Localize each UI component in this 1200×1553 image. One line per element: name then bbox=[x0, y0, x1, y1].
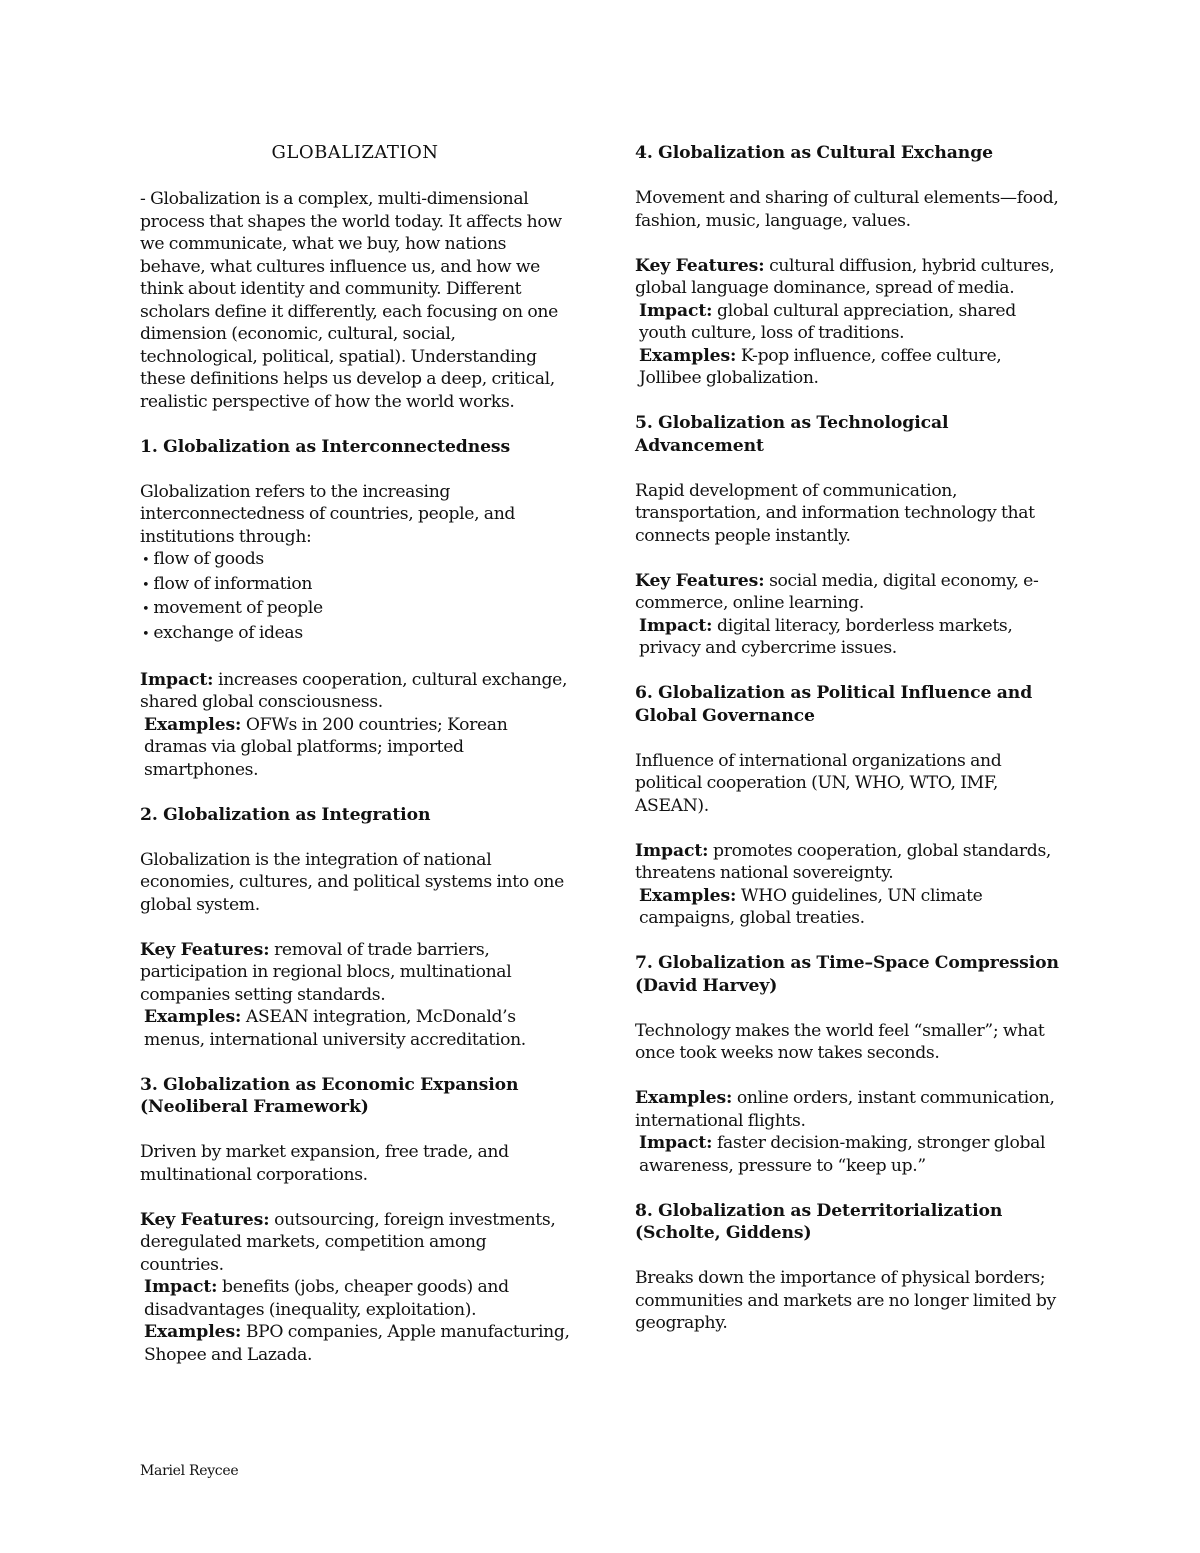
impact-label: Impact: bbox=[635, 840, 709, 861]
features-text: removal of trade barriers, participation in regional blocs, multinational companies setting standards. bbox=[140, 939, 512, 1005]
right-column bbox=[635, 140, 1065, 1335]
section-2-examples bbox=[140, 1006, 570, 1051]
impact-label: Impact: bbox=[639, 300, 713, 321]
impact-label: Impact: bbox=[639, 615, 713, 636]
examples-label: Examples: bbox=[144, 1322, 242, 1342]
section-6-examples bbox=[635, 885, 1065, 930]
section-5-heading: 5. Globalization as Technological Advancement bbox=[635, 413, 949, 456]
examples-text: K-pop influence, coffee culture, Jollibee globalization. bbox=[639, 345, 1002, 388]
section-5-impact bbox=[635, 615, 1065, 660]
document-title: GLOBALIZATION bbox=[271, 142, 439, 163]
section-5-body: Rapid development of communication, transportation, and information technology that connects people instantly. bbox=[635, 480, 1035, 546]
bullet-item: • exchange of ideas bbox=[140, 622, 570, 647]
features-text: cultural diffusion, hybrid cultures, global language dominance, spread of media. bbox=[635, 255, 1055, 298]
examples-label: Examples: bbox=[144, 714, 242, 735]
features-label: Key Features: bbox=[140, 1209, 270, 1230]
impact-label: Impact: bbox=[639, 1133, 713, 1153]
section-4-impact bbox=[635, 300, 1065, 345]
section-3-examples bbox=[140, 1321, 570, 1366]
section-1-impact bbox=[140, 669, 570, 714]
features-text: social media, digital economy, e-commerce, online learning. bbox=[635, 570, 1039, 613]
examples-label: Examples: bbox=[639, 345, 737, 366]
section-3-impact bbox=[140, 1276, 570, 1321]
impact-text: global cultural appreciation, shared youth culture, loss of traditions. bbox=[639, 300, 1016, 343]
features-label: Key Features: bbox=[140, 939, 270, 960]
features-text: outsourcing, foreign investments, deregulated markets, competition among countries. bbox=[140, 1209, 556, 1275]
section-2-body: Globalization is the integration of national economies, cultures, and political systems into one global system. bbox=[140, 849, 564, 915]
footer-author: Mariel Reycee bbox=[140, 1463, 239, 1479]
examples-text: BPO companies, Apple manufacturing, Shopee and Lazada. bbox=[144, 1322, 570, 1365]
section-1-bullet-list bbox=[140, 548, 570, 646]
impact-text: faster decision-making, stronger global awareness, pressure to “keep up.” bbox=[639, 1133, 1046, 1176]
section-5-features bbox=[635, 570, 1065, 615]
section-8-body: Breaks down the importance of physical borders; communities and markets are no longer limited by geography. bbox=[635, 1268, 1056, 1333]
impact-text: benefits (jobs, cheaper goods) and disadvantages (inequality, exploitation). bbox=[144, 1277, 509, 1320]
bullet-item: • flow of information bbox=[140, 573, 570, 598]
section-4-examples bbox=[635, 345, 1065, 390]
examples-text: WHO guidelines, UN climate campaigns, global treaties. bbox=[639, 885, 983, 928]
impact-text: promotes cooperation, global standards, threatens national sovereignty. bbox=[635, 840, 1052, 883]
examples-label: Examples: bbox=[639, 885, 737, 906]
impact-label: Impact: bbox=[144, 1277, 218, 1297]
section-4-features bbox=[635, 255, 1065, 300]
bullet-item: • movement of people bbox=[140, 597, 570, 622]
section-6-body: Influence of international organizations and political cooperation (UN, WHO, WTO, IMF, ASEAN). bbox=[635, 750, 1002, 816]
section-1-heading: 1. Globalization as Interconnectedness bbox=[140, 436, 511, 457]
left-column bbox=[140, 140, 570, 1366]
section-2-features bbox=[140, 939, 570, 1007]
examples-label: Examples: bbox=[144, 1007, 242, 1027]
examples-label: Examples: bbox=[635, 1088, 733, 1108]
impact-text: digital literacy, borderless markets, privacy and cybercrime issues. bbox=[639, 615, 1013, 658]
section-8-heading: 8. Globalization as Deterritorialization (Scholte, Giddens) bbox=[635, 1200, 1003, 1243]
section-1-examples bbox=[140, 714, 570, 782]
section-2-heading: 2. Globalization as Integration bbox=[140, 804, 431, 825]
impact-text: increases cooperation, cultural exchange, shared global consciousness. bbox=[140, 669, 568, 712]
section-7-heading: 7. Globalization as Time–Space Compression (David Harvey) bbox=[635, 953, 1059, 996]
section-3-body: Driven by market expansion, free trade, and multinational corporations. bbox=[140, 1142, 509, 1185]
bullet-item: • flow of goods bbox=[140, 548, 570, 573]
examples-text: online orders, instant communication, international flights. bbox=[635, 1088, 1055, 1131]
examples-text: OFWs in 200 countries; Korean dramas via global platforms; imported smartphones. bbox=[144, 714, 508, 780]
section-7-body: Technology makes the world feel “smaller”; what once took weeks now takes seconds. bbox=[635, 1020, 1045, 1063]
examples-text: ASEAN integration, McDonald’s menus, international university accreditation. bbox=[144, 1007, 526, 1050]
section-6-heading: 6. Globalization as Political Influence and Global Governance bbox=[635, 683, 1033, 726]
section-1-body: Globalization refers to the increasing interconnectedness of countries, people, and institutions through: bbox=[140, 481, 516, 547]
section-4-heading: 4. Globalization as Cultural Exchange bbox=[635, 143, 993, 163]
features-label: Key Features: bbox=[635, 255, 765, 276]
features-label: Key Features: bbox=[635, 570, 765, 591]
impact-label: Impact: bbox=[140, 669, 214, 690]
section-7-examples bbox=[635, 1087, 1065, 1132]
intro-paragraph: - Globalization is a complex, multi-dimensional process that shapes the world today. It affects how we communicate, what we buy, how nations behave, what cultures influence us, and how we think about identity and community. Different scholars define it differently, each focusing on one dimension (economic, cultural, social, technological, political, spatial). Understanding these definitions helps us develop a deep, critical, realistic perspective of how the world works. bbox=[140, 189, 562, 412]
section-4-body: Movement and sharing of cultural elements—food, fashion, music, language, values. bbox=[635, 188, 1059, 231]
section-3-heading: 3. Globalization as Economic Expansion (Neoliberal Framework) bbox=[140, 1074, 519, 1117]
section-3-features bbox=[140, 1209, 570, 1277]
section-7-impact bbox=[635, 1132, 1065, 1177]
section-6-impact bbox=[635, 840, 1065, 885]
